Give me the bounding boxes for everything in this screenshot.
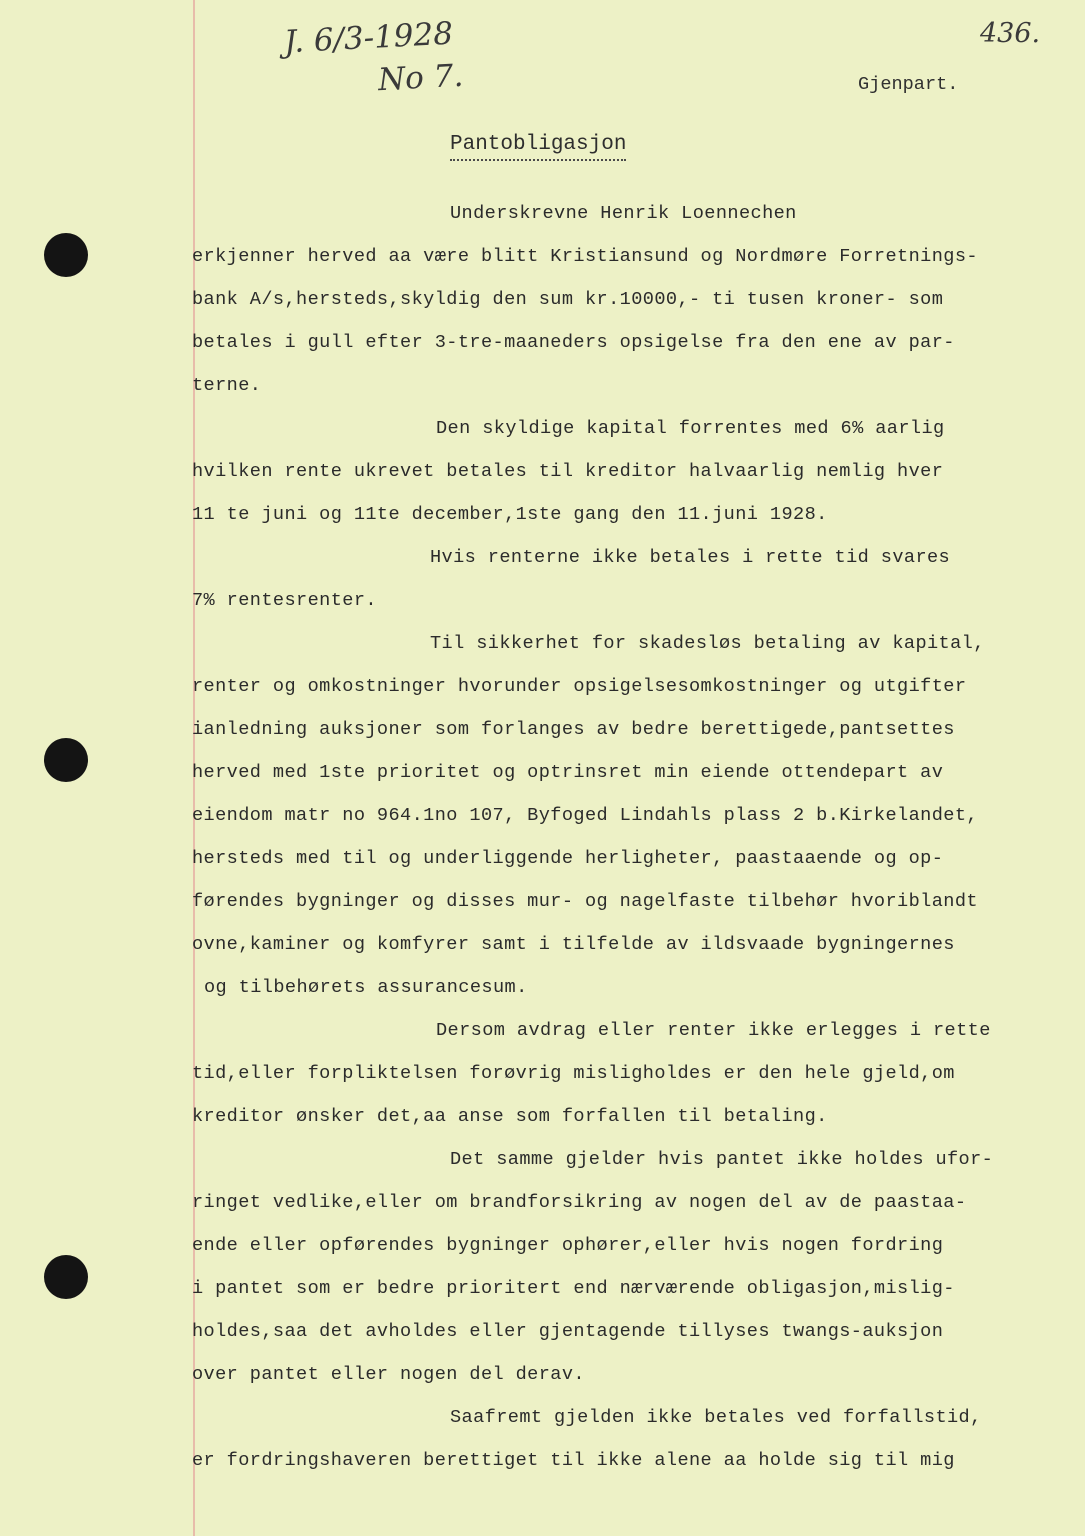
body-line: og tilbehørets assurancesum. [204, 977, 528, 998]
handwritten-date: J. 6/3-1928 [283, 15, 454, 61]
body-line: Den skyldige kapital forrentes med 6% aarlig [436, 418, 945, 439]
page-number: 436. [980, 18, 1041, 49]
body-line: ende eller opførendes bygninger ophører,eller hvis nogen fordring [192, 1235, 944, 1256]
body-line: Saafremt gjelden ikke betales ved forfallstid, [450, 1407, 982, 1428]
body-line: Til sikkerhet for skadesløs betaling av kapital, [430, 633, 985, 654]
body-line: hersteds med til og underliggende herligheter, paastaaende og op- [192, 848, 944, 869]
body-line: Hvis renterne ikke betales i rette tid svares [430, 547, 951, 568]
copy-label: Gjenpart. [858, 74, 959, 95]
document-title: Pantobligasjon [450, 133, 626, 161]
body-line: 11 te juni og 11te december,1ste gang den 11.juni 1928. [192, 504, 828, 525]
body-line: eiendom matr no 964.1no 107, Byfoged Lindahls plass 2 b.Kirkelandet, [192, 805, 978, 826]
body-line: Underskrevne Henrik Loennechen [450, 203, 797, 224]
body-line: ianledning auksjoner som forlanges av bedre berettigede,pantsettes [192, 719, 955, 740]
body-line: førendes bygninger og disses mur- og nagelfaste tilbehør hvoriblandt [192, 891, 978, 912]
body-line: kreditor ønsker det,aa anse som forfallen til betaling. [192, 1106, 828, 1127]
handwritten-number: No 7. [377, 57, 465, 99]
body-line: betales i gull efter 3-tre-maaneders opsigelse fra den ene av par- [192, 332, 955, 353]
punch-hole-middle [44, 738, 88, 782]
body-line: Det samme gjelder hvis pantet ikke holdes ufor- [450, 1149, 994, 1170]
body-line: ringet vedlike,eller om brandforsikring av nogen del av de paastaa- [192, 1192, 967, 1213]
body-line: holdes,saa det avholdes eller gjentagende tillyses twangs-auksjon [192, 1321, 944, 1342]
body-line: tid,eller forpliktelsen forøvrig misligholdes er den hele gjeld,om [192, 1063, 955, 1084]
body-line: hvilken rente ukrevet betales til kreditor halvaarlig nemlig hver [192, 461, 944, 482]
body-line: Dersom avdrag eller renter ikke erlegges i rette [436, 1020, 991, 1041]
body-line: erkjenner herved aa være blitt Kristiansund og Nordmøre Forretnings- [192, 246, 978, 267]
punch-hole-top [44, 233, 88, 277]
body-line: herved med 1ste prioritet og optrinsret min eiende ottendepart av [192, 762, 944, 783]
punch-hole-bottom [44, 1255, 88, 1299]
body-line: terne. [192, 375, 262, 396]
body-line: over pantet eller nogen del derav. [192, 1364, 585, 1385]
body-line: i pantet som er bedre prioritert end nærværende obligasjon,mislig- [192, 1278, 955, 1299]
body-line: bank A/s,hersteds,skyldig den sum kr.10000,- ti tusen kroner- som [192, 289, 944, 310]
body-line: er fordringshaveren berettiget til ikke alene aa holde sig til mig [192, 1450, 955, 1471]
body-line: renter og omkostninger hvorunder opsigelsesomkostninger og utgifter [192, 676, 967, 697]
body-line: 7% rentesrenter. [192, 590, 377, 611]
document-body [192, 192, 1072, 1482]
body-line: ovne,kaminer og komfyrer samt i tilfelde av ildsvaade bygningernes [192, 934, 955, 955]
